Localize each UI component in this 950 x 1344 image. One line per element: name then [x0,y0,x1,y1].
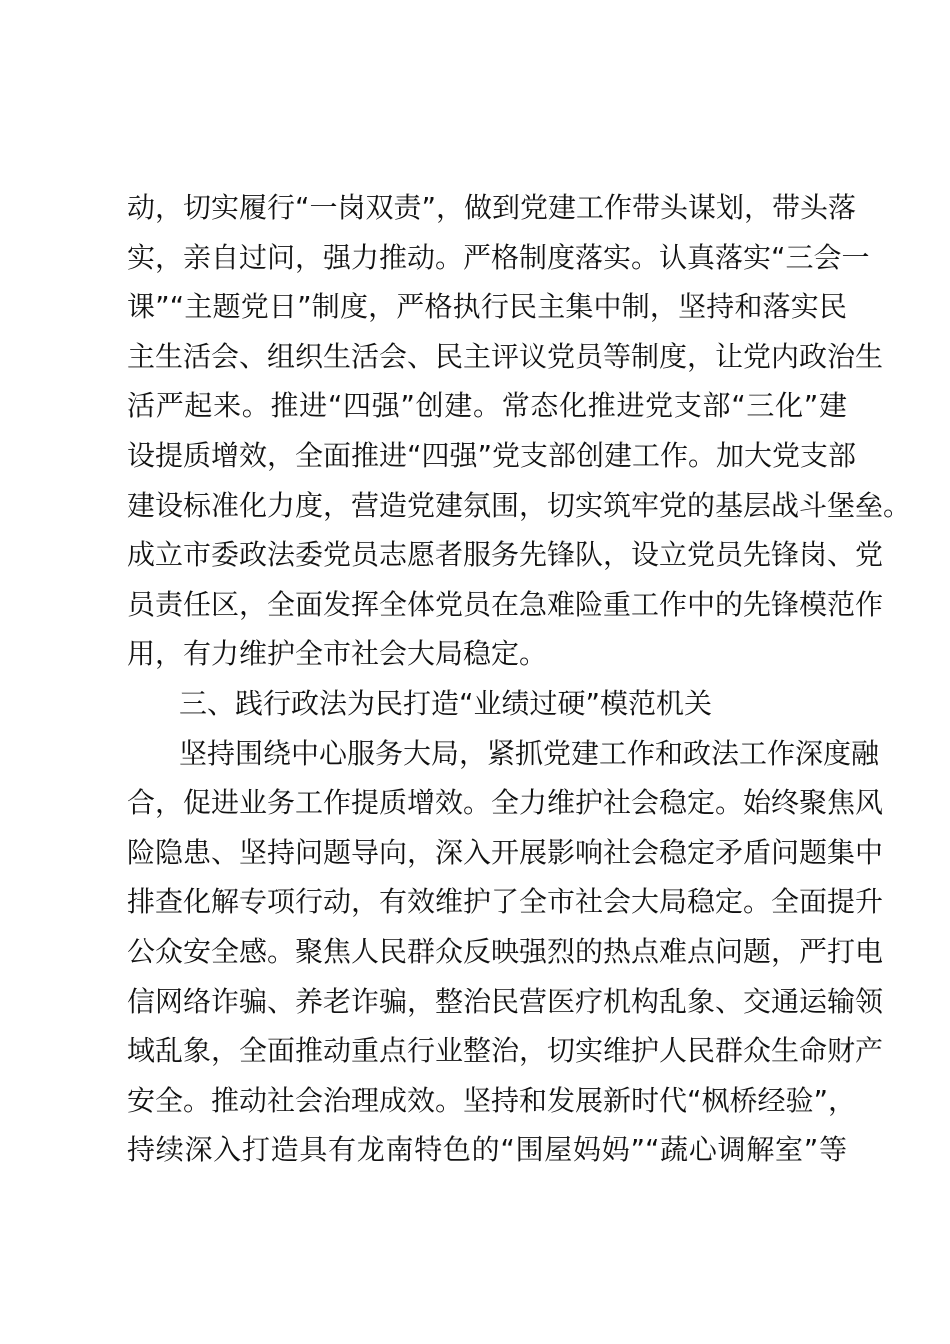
text-line: 域乱象，全面推动重点行业整治，切实维护人民群众生命财产 [127,1034,884,1068]
text-line: 信网络诈骗、养老诈骗，整治民营医疗机构乱象、交通运输领 [127,984,884,1018]
text-line: 实，亲自过问，强力推动。严格制度落实。认真落实“三会一 [127,240,870,274]
text-line: 建设标准化力度，营造党建氛围，切实筑牢党的基层战斗堡垒。 [127,488,912,522]
text-line: 员责任区，全面发挥全体党员在急难险重工作中的先锋模范作 [127,587,884,621]
section-heading: 三、践行政法为民打造“业绩过硬”模范机关 [179,686,713,720]
text-line: 课”“主题党日”制度，严格执行民主集中制，坚持和落实民 [127,290,847,324]
text-line: 动，切实履行“一岗双责”，做到党建工作带头谋划，带头落 [127,191,857,224]
text-line: 用，有力维护全市社会大局稳定。 [127,637,548,671]
text-line: 险隐患、坚持问题导向，深入开展影响社会稳定矛盾问题集中 [127,835,884,869]
text-line: 持续深入打造具有龙南特色的“围屋妈妈”“蔬心调解室”等 [127,1133,847,1167]
text-line: 成立市委政法委党员志愿者服务先锋队，设立党员先锋岗、党 [127,538,884,572]
text-line: 坚持围绕中心服务大局，紧抓党建工作和政法工作深度融 [179,736,880,770]
text-line: 安全。推动社会治理成效。坚持和发展新时代“枫桥经验”， [127,1083,857,1117]
document-body [127,183,912,1175]
text-line: 排查化解专项行动，有效维护了全市社会大局稳定。全面提升 [127,885,884,919]
text-line: 设提质增效，全面推进“四强”党支部创建工作。加大党支部 [127,438,857,472]
text-line: 公众安全感。聚焦人民群众反映强烈的热点难点问题，严打电 [127,934,884,968]
text-line: 主生活会、组织生活会、民主评议党员等制度，让党内政治生 [127,339,884,373]
text-line: 活严起来。推进“四强”创建。常态化推进党支部“三化”建 [127,389,847,423]
text-line: 合，促进业务工作提质增效。全力维护社会稳定。始终聚焦风 [127,786,884,820]
